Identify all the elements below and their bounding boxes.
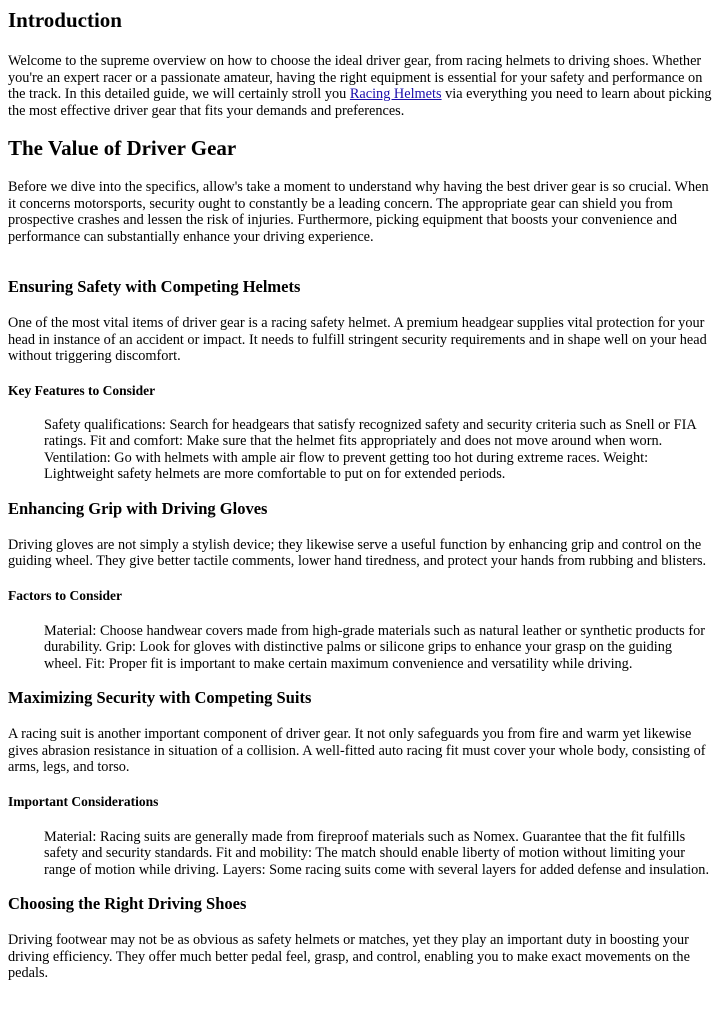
introduction-heading: Introduction (8, 8, 122, 32)
introduction-text-before-link: Welcome to the supreme overview on how to choose the ideal driver gear, from racing helmets to driving shoes. Whether you're an expert racer or a passionate amateur, having the right equipment is essential for your safety and performance on the track. In this detailed guide, we will certainly stroll you (8, 53, 703, 102)
suits-subheading: Important Considerations (8, 793, 159, 809)
suits-considerations-block: Material: Racing suits are generally made from fireproof materials such as Nomex. Guarantee that the fit fulfills safety and security standards. Fit and mobility: The match should enable liberty of motion without limiting your range of motion while driving. Layers: Some racing suits come with several layers for added defense and insulation. (44, 828, 710, 878)
value-heading: The Value of Driver Gear (8, 136, 237, 160)
helmets-paragraph: One of the most vital items of driver gear is a racing safety helmet. A premium headgear supplies vital protection for your head in instance of an accident or impact. It needs to fulfill stringent security requirements and in shape well on your head without triggering discomfort. (8, 315, 707, 364)
gloves-subheading: Factors to Consider (8, 587, 122, 603)
suits-paragraph: A racing suit is another important component of driver gear. It not only safeguards you from fire and warm yet likewise gives abrasion resistance in situation of a collision. A well-fitted auto racing fit must cover your whole body, consisting of arms, legs, and torso. (8, 726, 706, 775)
suits-heading: Maximizing Security with Competing Suits (8, 688, 312, 707)
gloves-factors-block: Material: Choose handwear covers made from high-grade materials such as natural leather or synthetic products for durability. Grip: Look for gloves with distinctive palms or silicone grips to enhance your grasp on the guiding wheel. Fit: Proper fit is important to make certain maximum convenience and versatility while driving. (44, 622, 705, 672)
helmets-subheading: Key Features to Consider (8, 382, 156, 398)
helmets-heading: Ensuring Safety with Competing Helmets (8, 277, 301, 296)
gloves-paragraph: Driving gloves are not simply a stylish device; they likewise serve a useful function by enhancing grip and control on the guiding wheel. They give better tactile comments, lower hand tiredness, and protect your hands from rubbing and blisters. (8, 536, 707, 569)
racing-helmets-link[interactable]: Racing Helmets (349, 86, 442, 102)
introduction-paragraph (8, 53, 712, 119)
shoes-heading: Choosing the Right Driving Shoes (8, 894, 247, 913)
gloves-heading: Enhancing Grip with Driving Gloves (8, 498, 268, 518)
shoes-paragraph: Driving footwear may not be as obvious as safety helmets or matches, yet they play an important duty in boosting your driving efficiency. They offer much better pedal feel, grasp, and control, enabling you to make exact movements on the pedals. (8, 932, 690, 981)
helmets-features-block: Safety qualifications: Search for headgears that satisfy recognized safety and security criteria such as Snell or FIA ratings. Fit and comfort: Make sure that the helmet fits appropriately and does not move around when worn. Ventilation: Go with helmets with ample air flow to prevent getting too hot during extreme races. Weight: Lightweight safety helmets are more comfortable to put on for extended periods. (44, 416, 696, 482)
introduction-text-after-link: via everything you need to learn about picking the most effective driver gear that fits your demands and preferences. (8, 86, 712, 119)
value-paragraph: Before we dive into the specifics, allow's take a moment to understand why having the best driver gear is so crucial. When it concerns motorsports, security ought to constantly be a leading concern. The appropriate gear can shield you from prospective crashes and lessen the risk of injuries. Furthermore, picking equipment that boosts your convenience and performance can substantially enhance your driving experience. (8, 179, 709, 245)
